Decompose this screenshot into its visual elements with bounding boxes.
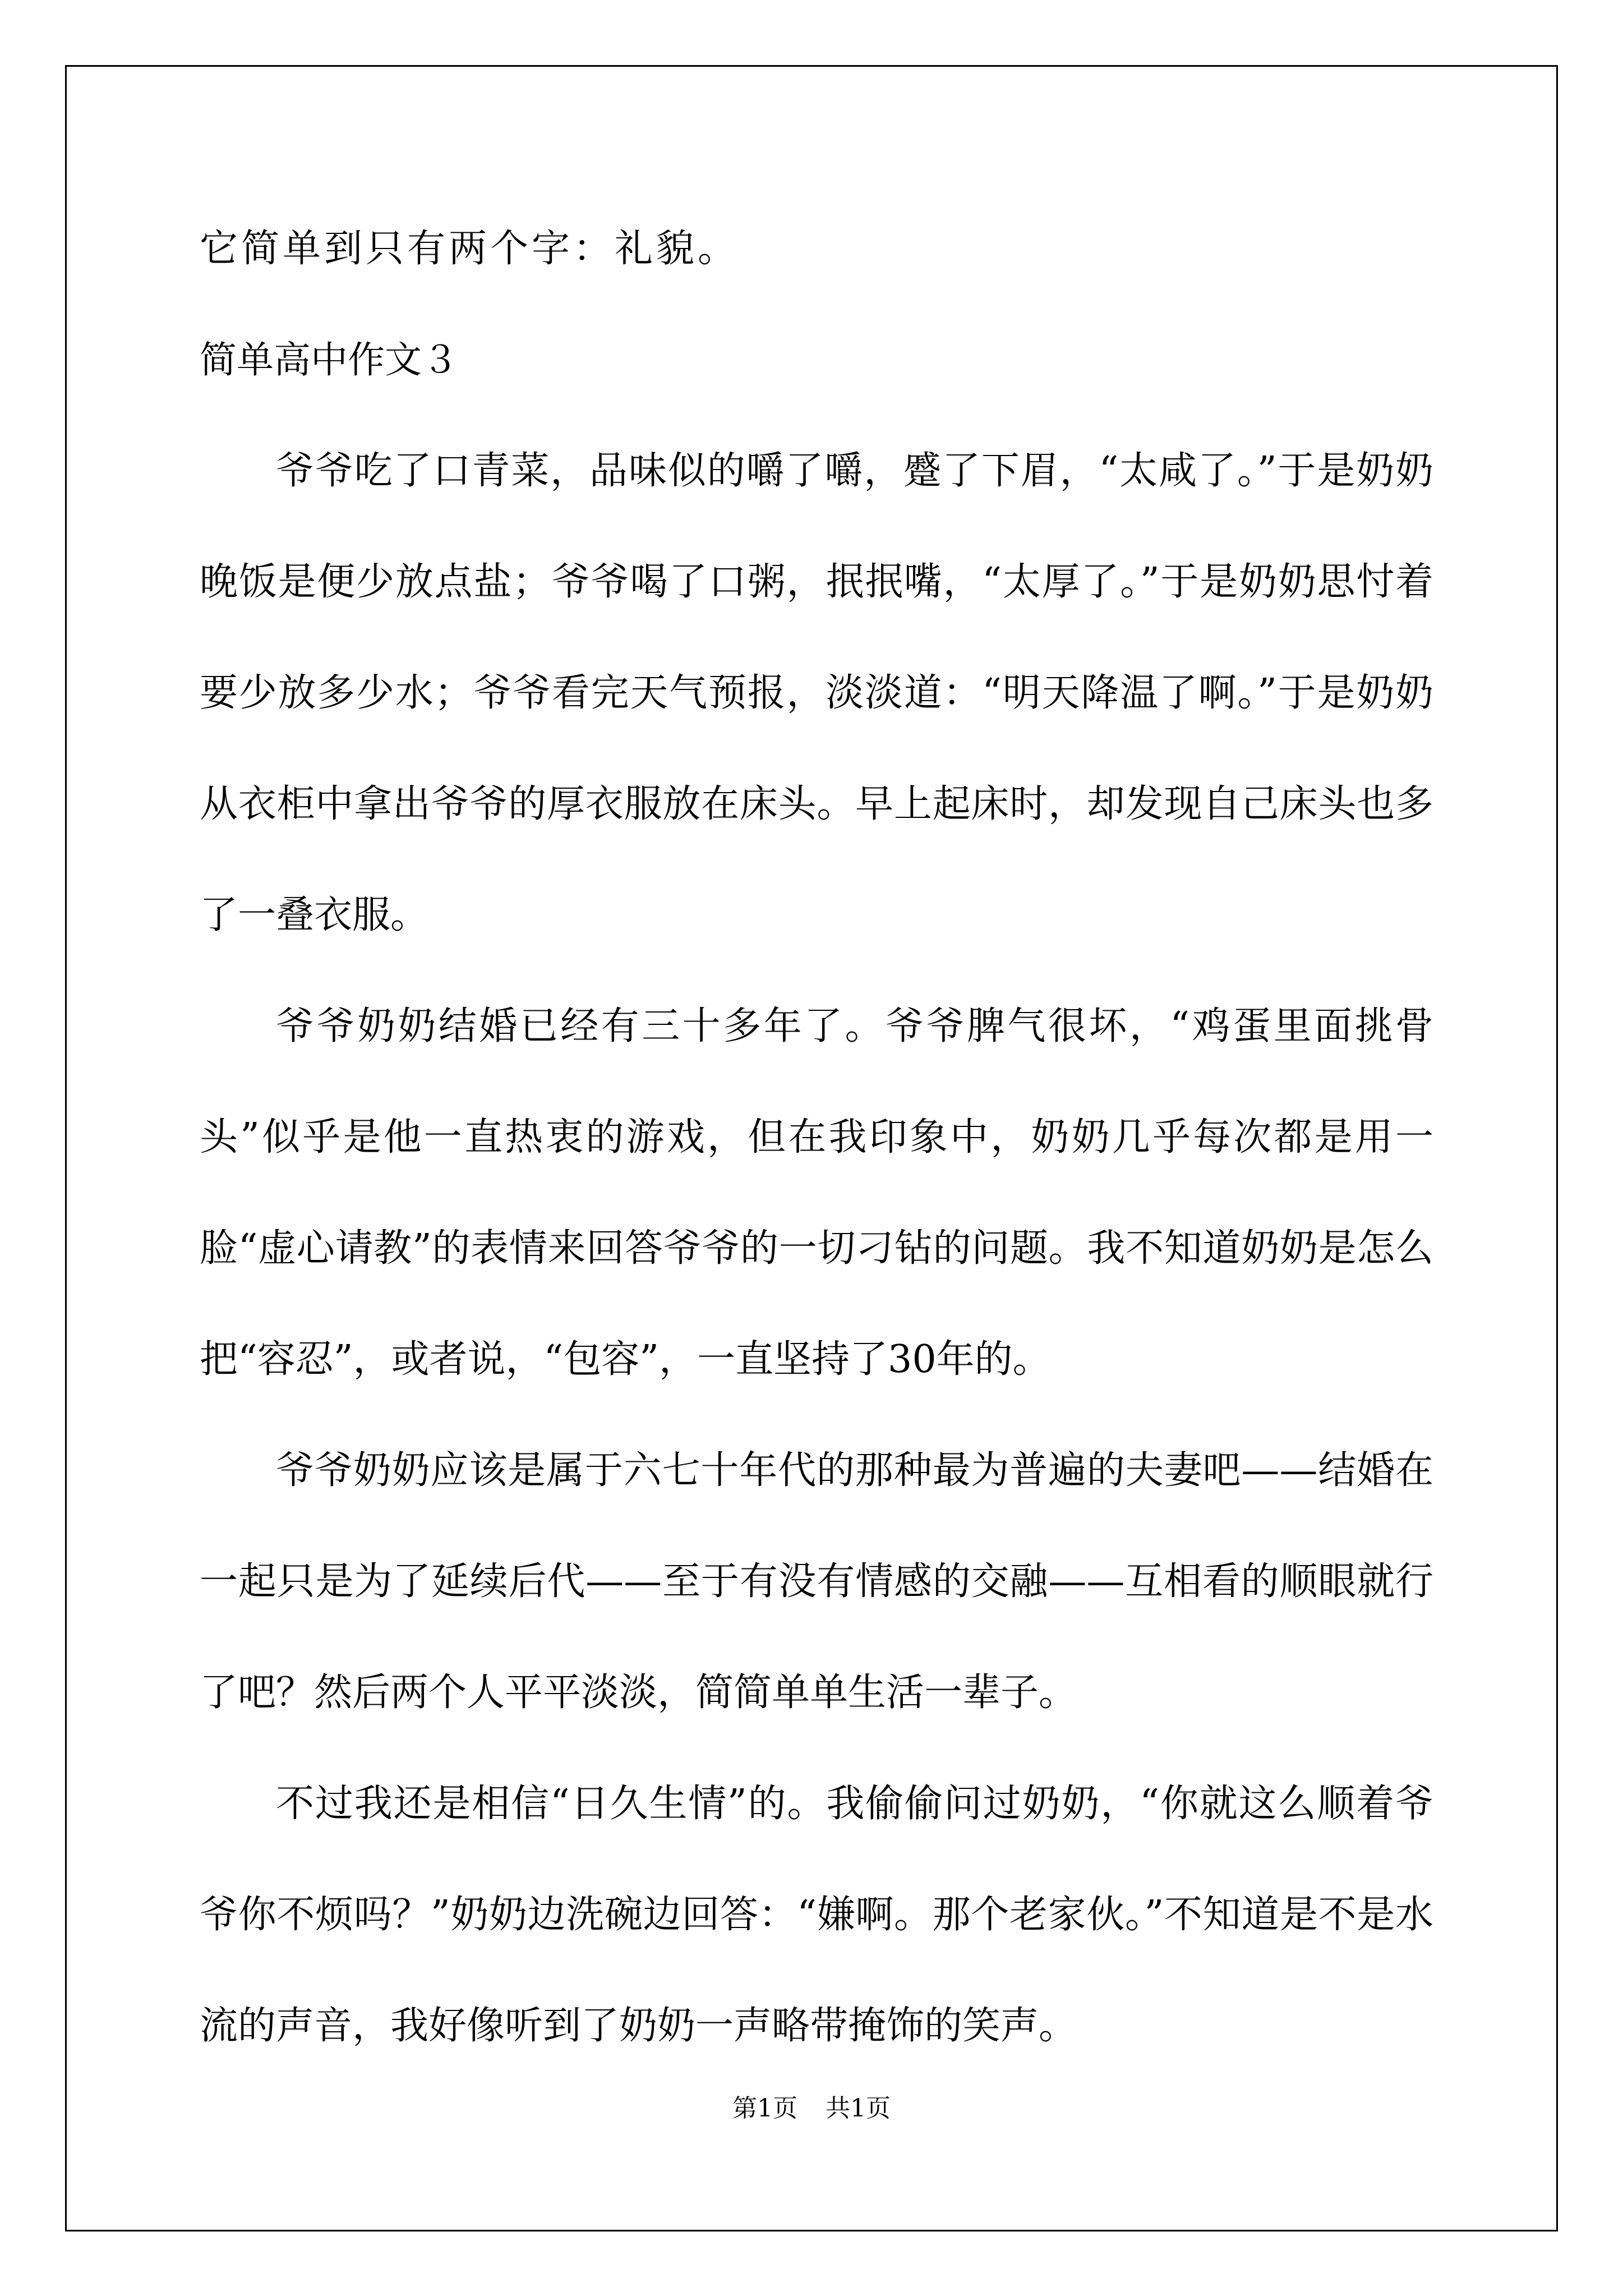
intro-line: 它简单到只有两个字：礼貌。	[200, 227, 740, 271]
paragraph: 不过我还是相信“日久生情”的。我偷偷问过奶奶，“你就这么顺着爷爷你不烦吗？”奶奶边洗碗边回答：“嫌啊。那个老家伙。”不知道是不是水流的声音，我好像听到了奶奶一声略带掩饰的笑声。	[200, 1782, 1433, 2048]
page-footer	[0, 2092, 1623, 2125]
section-heading: 简单高中作文３	[200, 338, 459, 381]
page-total: 共1页	[826, 2094, 891, 2123]
document-body	[200, 194, 1433, 2082]
paragraph: 爷爷奶奶应该是属于六七十年代的那种最为普遍的夫妻吧——结婚在一起只是为了延续后代——至于有没有情感的交融——互相看的顺眼就行了吧？然后两个人平平淡淡，简简单单生活一辈子。	[200, 1448, 1433, 1715]
paragraph: 爷爷奶奶结婚已经有三十多年了。爷爷脾气很坏，“鸡蛋里面挑骨头”似乎是他一直热衷的游戏，但在我印象中，奶奶几乎每次都是用一脸“虚心请教”的表情来回答爷爷的一切刁钻的问题。我不知道奶奶是怎么把“容忍”，或者说，“包容”，一直坚持了30年的。	[200, 1004, 1433, 1382]
page-number: 第1页	[732, 2094, 797, 2123]
paragraph: 爷爷吃了口青菜，品味似的嚼了嚼，蹙了下眉，“太咸了。”于是奶奶晚饭是便少放点盐；爷爷喝了口粥，抿抿嘴，“太厚了。”于是奶奶思忖着要少放多少水；爷爷看完天气预报，淡淡道：“明天降温了啊。”于是奶奶从衣柜中拿出爷爷的厚衣服放在床头。早上起床时，却发现自己床头也多了一叠衣服。	[200, 449, 1433, 937]
